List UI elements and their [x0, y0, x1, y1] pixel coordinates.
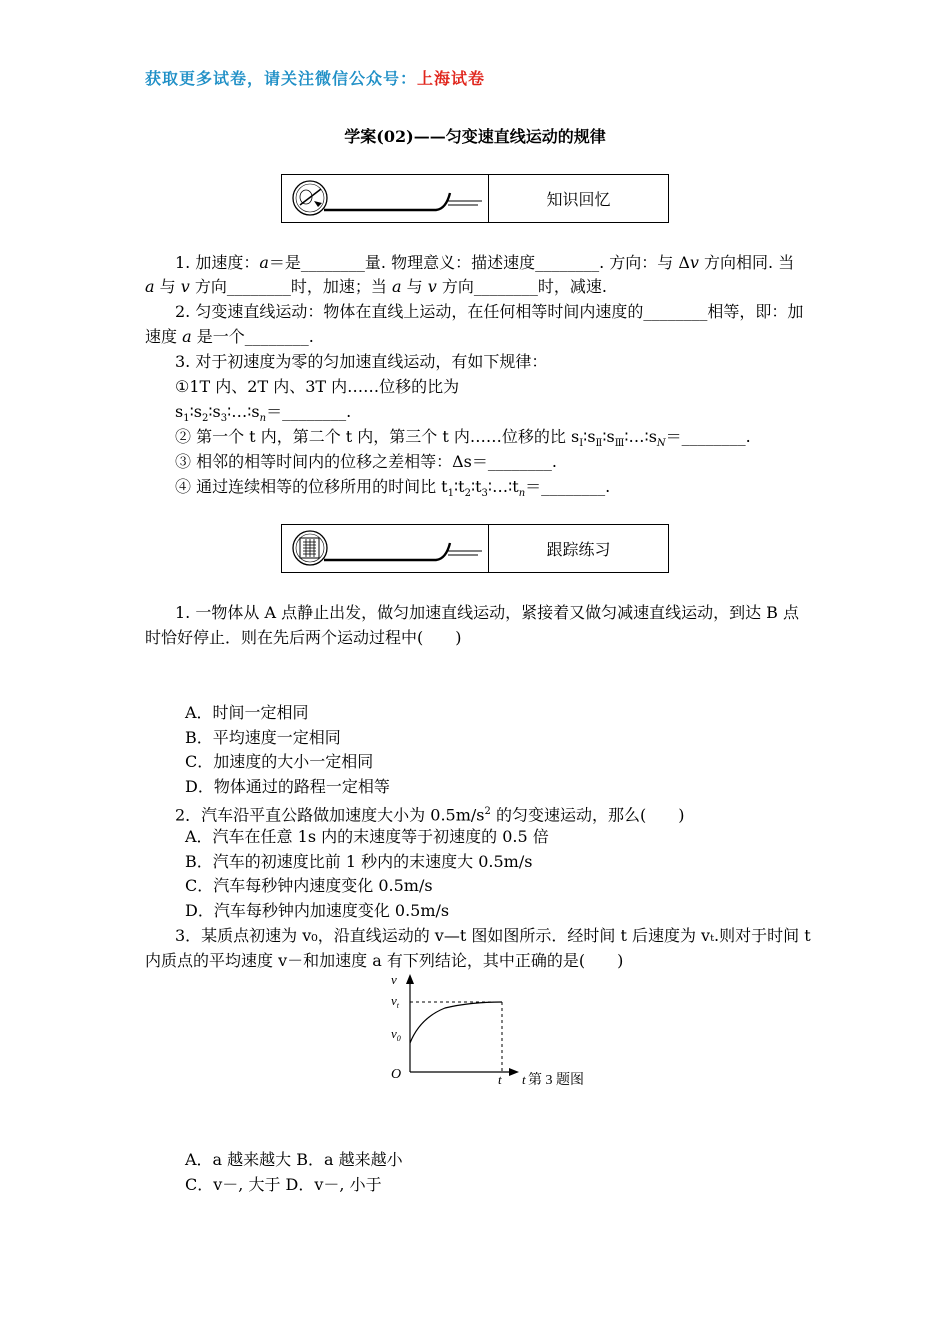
review-q1-line2: a 与 v 方向________时，加速；当 a 与 v 方向________时，减速.: [145, 277, 607, 296]
q3-options-row1: A．a 越来越大 B．a 越来越小: [185, 1150, 403, 1169]
review-rule1: ①1T 内、2T 内、3T 内……位移的比为: [175, 377, 460, 396]
origin-label: O: [391, 1067, 402, 1082]
q3-options-row2: C．v－, 大于 D．v－, 小于: [185, 1175, 382, 1194]
v0-label: $v_0$: [391, 1026, 401, 1043]
review-q1-line1: 1. 加速度：a＝是________量. 物理意义：描述速度________. 方向：与 Δv 方向相同. 当: [175, 253, 795, 272]
x-axis-label: t: [522, 1072, 526, 1087]
promo-header: [145, 66, 485, 89]
review-q2-line2: 速度 a 是一个________.: [145, 327, 314, 346]
review-rule4: ④ 通过连续相等的位移所用的时间比 $t_1∶t_2∶t_3∶\dots∶t_n=\_\_\_\_\_\_\_\_$.: [175, 477, 611, 500]
practice-q2-stem: 2．汽车沿平直公路做加速度大小为 $0.5m/s^2$ 的匀变速运动，那么( ): [175, 805, 685, 825]
practice-q3-line2: 内质点的平均速度 v－和加速度 a 有下列结论，其中正确的是( ): [145, 951, 624, 970]
promo-brand: 上海试卷: [417, 69, 486, 88]
q2-option-b: B．汽车的初速度比前 1 秒内的末速度大 0.5m/s: [185, 852, 533, 871]
section-banner-practice: [281, 524, 669, 573]
review-rule1-ratio: $s_1∶s_2∶s_3∶\dots∶s_n=\_\_\_\_\_\_\_\_$.: [175, 402, 352, 425]
review-q3-intro: 3. 对于初速度为零的匀加速直线运动，有如下规律：: [175, 352, 548, 371]
practice-q1-line1: 1. 一物体从 A 点静止出发，做匀加速直线运动，紧接着又做匀减速直线运动，到达 B 点: [175, 603, 800, 622]
section-label-review: 知识回忆: [546, 190, 611, 209]
y-axis-label: v: [391, 972, 397, 987]
section-banner-review: [281, 174, 669, 223]
graph-y-arrow: [406, 974, 414, 984]
vt-label: $v_t$: [391, 993, 400, 1010]
q1-option-c: C．加速度的大小一定相同: [185, 752, 374, 771]
review-rule3: ③ 相邻的相等时间内的位移之差相等：Δs＝________.: [175, 452, 557, 471]
notebook-icon: [288, 529, 488, 569]
q1-option-d: D．物体通过的路程一定相等: [185, 777, 390, 796]
promo-text: 获取更多试卷，请关注微信公众号：: [145, 69, 418, 88]
page-title: 学案(02)——匀变速直线运动的规律: [344, 127, 606, 146]
q2-option-d: D．汽车每秒钟内加速度变化 0.5m/s: [185, 901, 450, 920]
review-rule2: ② 第一个 t 内，第二个 t 内，第三个 t 内……位移的比 $s_Ⅰ∶s_Ⅱ∶s_Ⅲ∶\dots∶s_N=\_\_\_\_\_\_\_\_$.: [175, 427, 751, 450]
practice-q3-line1: 3．某质点初速为 v₀，沿直线运动的 v—t 图如图所示．经时间 t 后速度为 vₜ.则对于时间 t: [175, 926, 811, 945]
review-q2-line1: 2. 匀变速直线运动：物体在直线上运动，在任何相等时间内速度的________相等，即：加: [175, 302, 804, 321]
practice-q1-line2: 时恰好停止．则在先后两个运动过程中( ): [145, 628, 462, 647]
globe-pen-icon: [288, 179, 488, 219]
t-tick-label: t: [498, 1072, 502, 1087]
section-label-practice: 跟踪练习: [546, 540, 611, 559]
q2-option-a: A．汽车在任意 1s 内的末速度等于初速度的 0.5 倍: [185, 827, 549, 846]
graph-caption: 第 3 题图: [528, 1073, 584, 1088]
graph-x-arrow: [509, 1068, 519, 1076]
q2-option-c: C．汽车每秒钟内速度变化 0.5m/s: [185, 876, 433, 895]
q1-option-b: B．平均速度一定相同: [185, 728, 341, 747]
velocity-curve: [410, 1002, 502, 1043]
vt-graph: [385, 968, 625, 1093]
q1-option-a: A．时间一定相同: [185, 703, 309, 722]
